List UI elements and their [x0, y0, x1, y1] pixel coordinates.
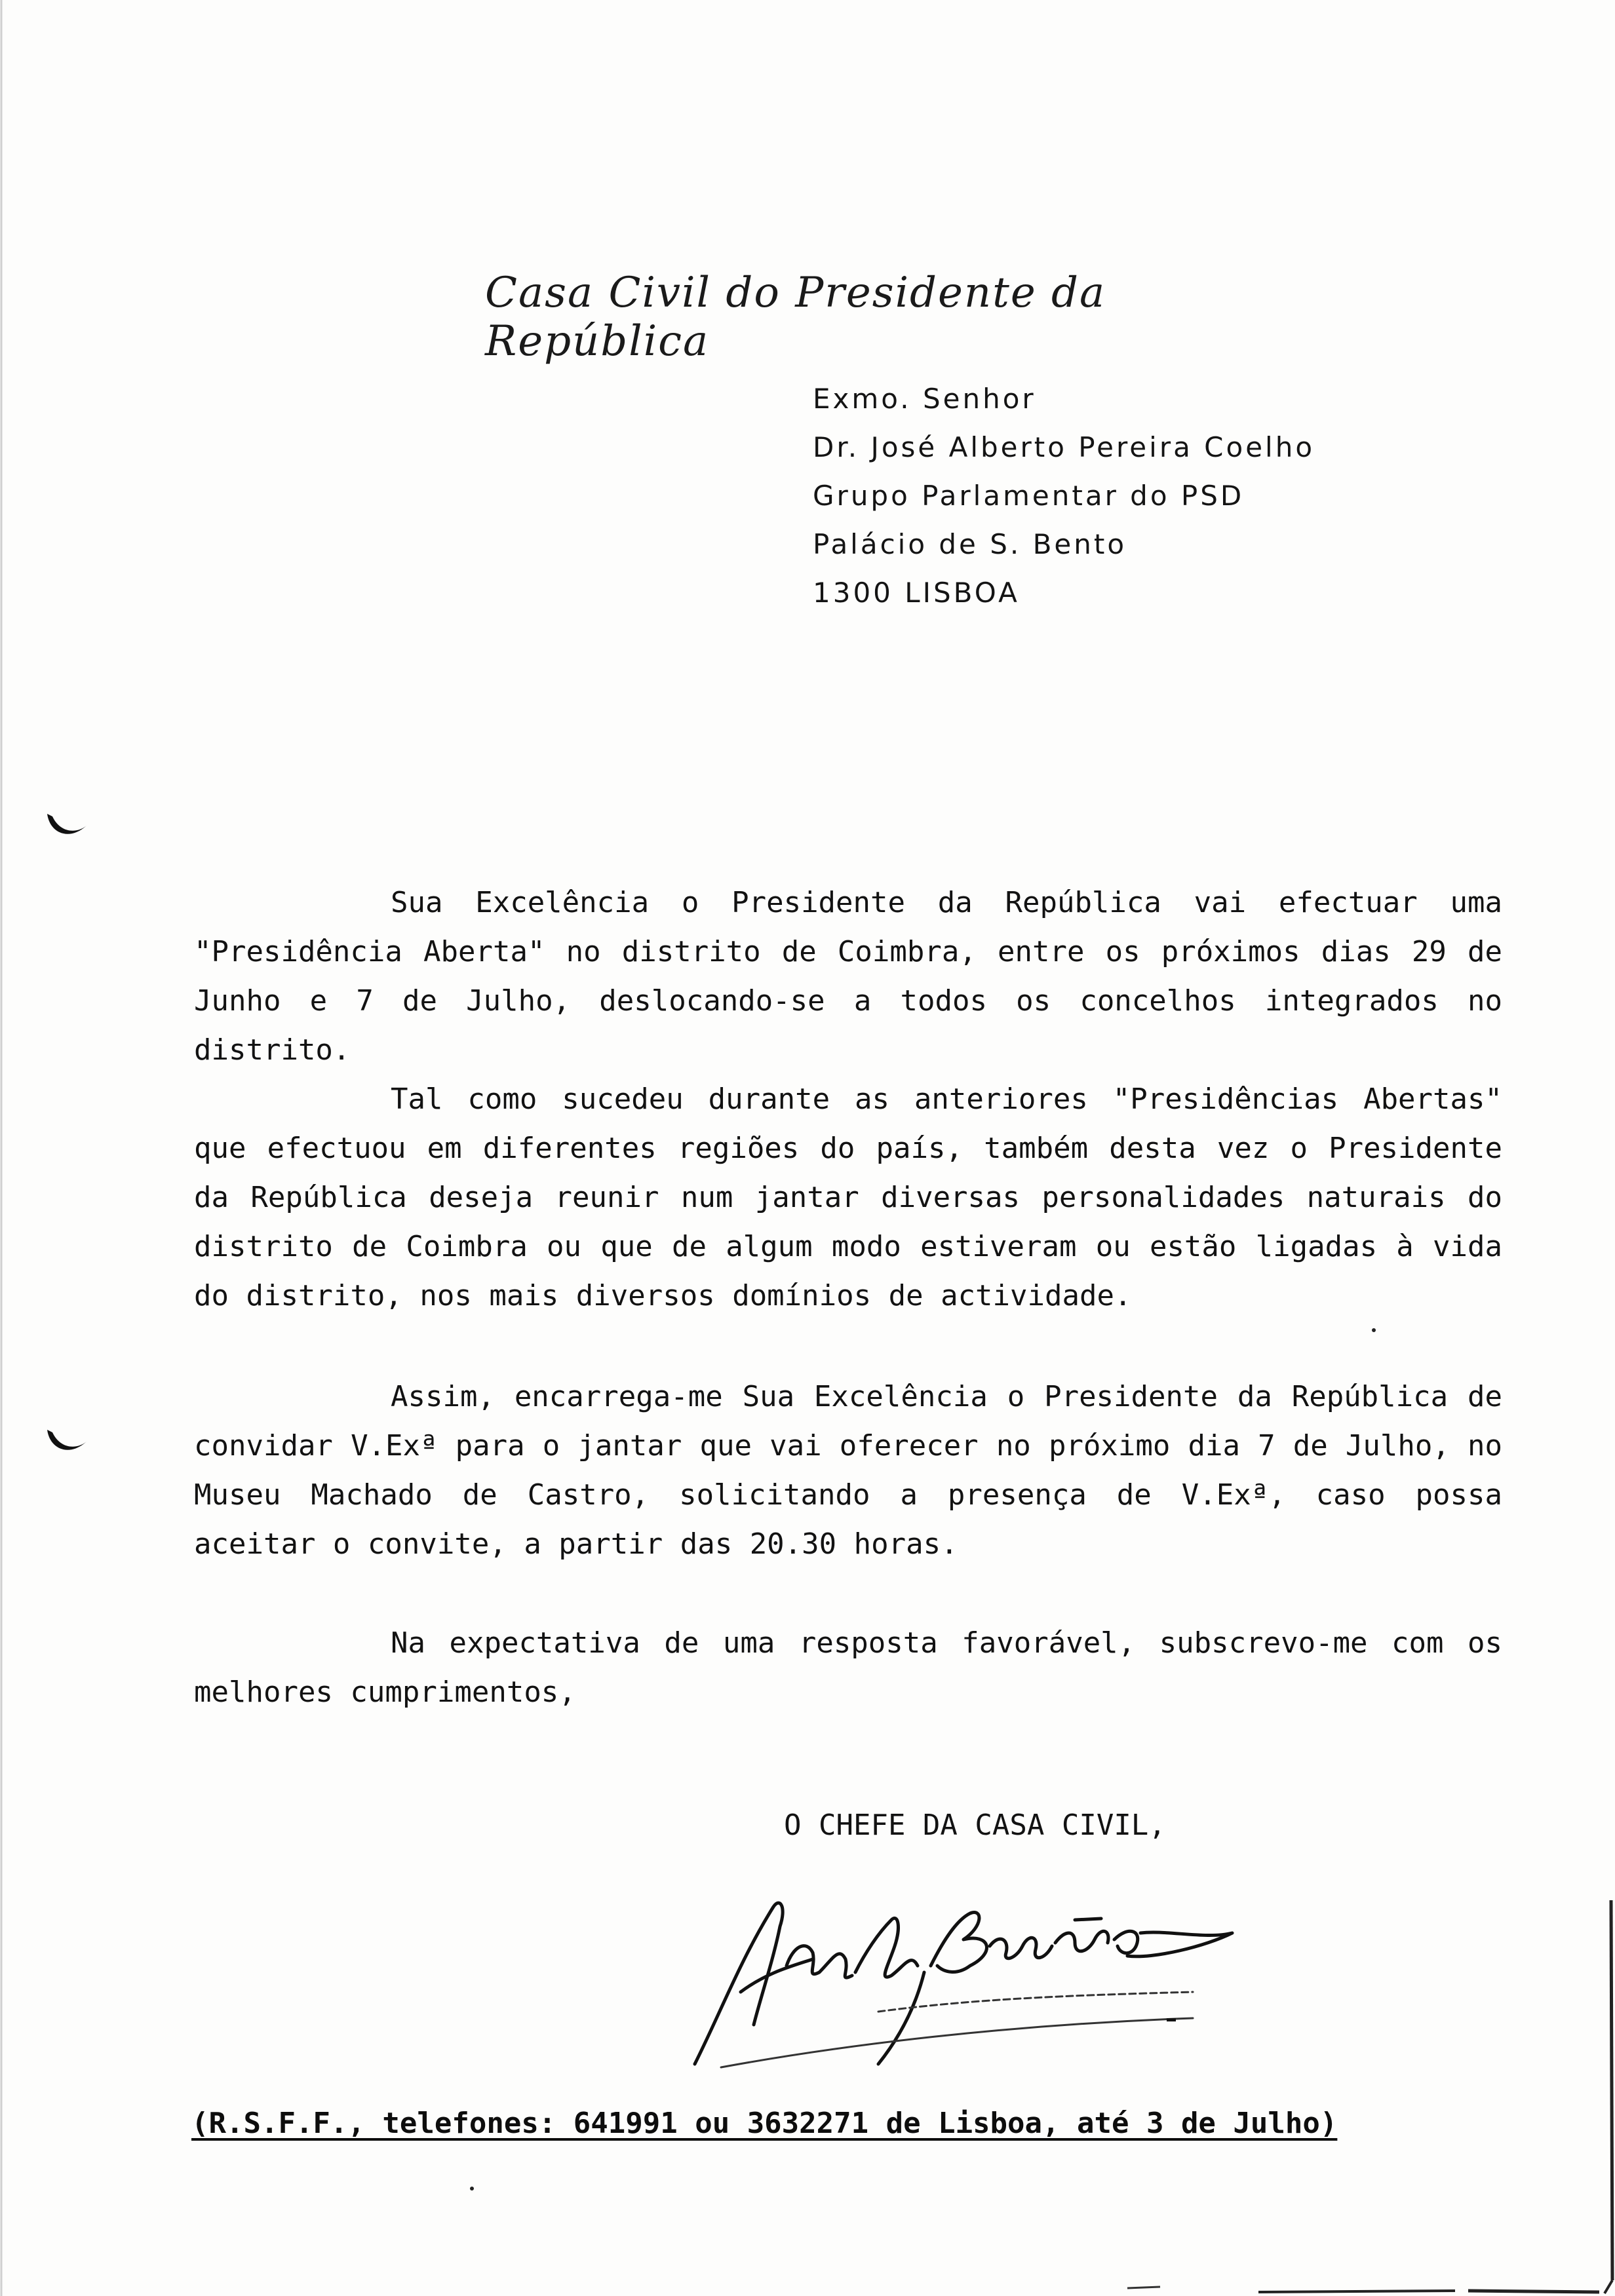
right-edge-shadow [1599, 0, 1615, 2296]
recipient-line-name: Dr. José Alberto Pereira Coelho [813, 431, 1315, 463]
bottom-edge-marks [1114, 2274, 1615, 2296]
paragraph-text: Sua Excelência o Presidente da República vai efectuar uma "Presidência Aberta" no distrito de Coimbra, entre os próximos dias 29 de Junho e 7 de Julho, deslocando-se a todos os concelhos integrados no distrito. [194, 886, 1502, 1067]
speck-marks [459, 1311, 1442, 2228]
punch-hole-bottom [41, 1415, 93, 1468]
recipient-address [813, 375, 1315, 617]
recipient-line-building: Palácio de S. Bento [813, 528, 1127, 560]
closing-title: O CHEFE DA CASA CIVIL, [784, 1808, 1166, 1842]
paragraph-text: Tal como sucedeu durante as anteriores "Presidências Abertas" que efectuou em diferentes regiões do país, também desta vez o Presidente da República deseja reunir num jantar diversas personalidades naturais do distrito de Coimbra ou que de algum modo estiveram ou estão ligadas à vida do distrito, nos mais diversos domínios de actividade. [194, 1082, 1502, 1312]
footer-contact-note: (R.S.F.F., telefones: 641991 ou 3632271 de Lisboa, até 3 de Julho) [191, 2107, 1338, 2140]
paragraph-text: Na expectativa de uma resposta favorável, subscrevo-me com os melhores cumprimentos, [194, 1626, 1502, 1709]
paragraph-text: Assim, encarrega-me Sua Excelência o Presidente da República de convidar V.Exª para o jantar que vai oferecer no próximo dia 7 de Julho, no Museu Machado de Castro, solicitando a presença de V.Exª, caso possa aceitar o convite, a partir das 20.30 horas. [194, 1380, 1502, 1561]
punch-hole-top [41, 799, 93, 852]
recipient-line-group: Grupo Parlamentar do PSD [813, 480, 1245, 512]
recipient-line-city: 1300 LISBOA [813, 577, 1020, 609]
body-paragraph-2 [194, 1075, 1502, 1320]
body-paragraph-1 [194, 878, 1502, 1075]
left-edge-shadow [0, 0, 8, 2296]
letterhead-title: Casa Civil do Presidente da República [485, 269, 1106, 366]
recipient-line-salutation: Exmo. Senhor [813, 383, 1036, 415]
